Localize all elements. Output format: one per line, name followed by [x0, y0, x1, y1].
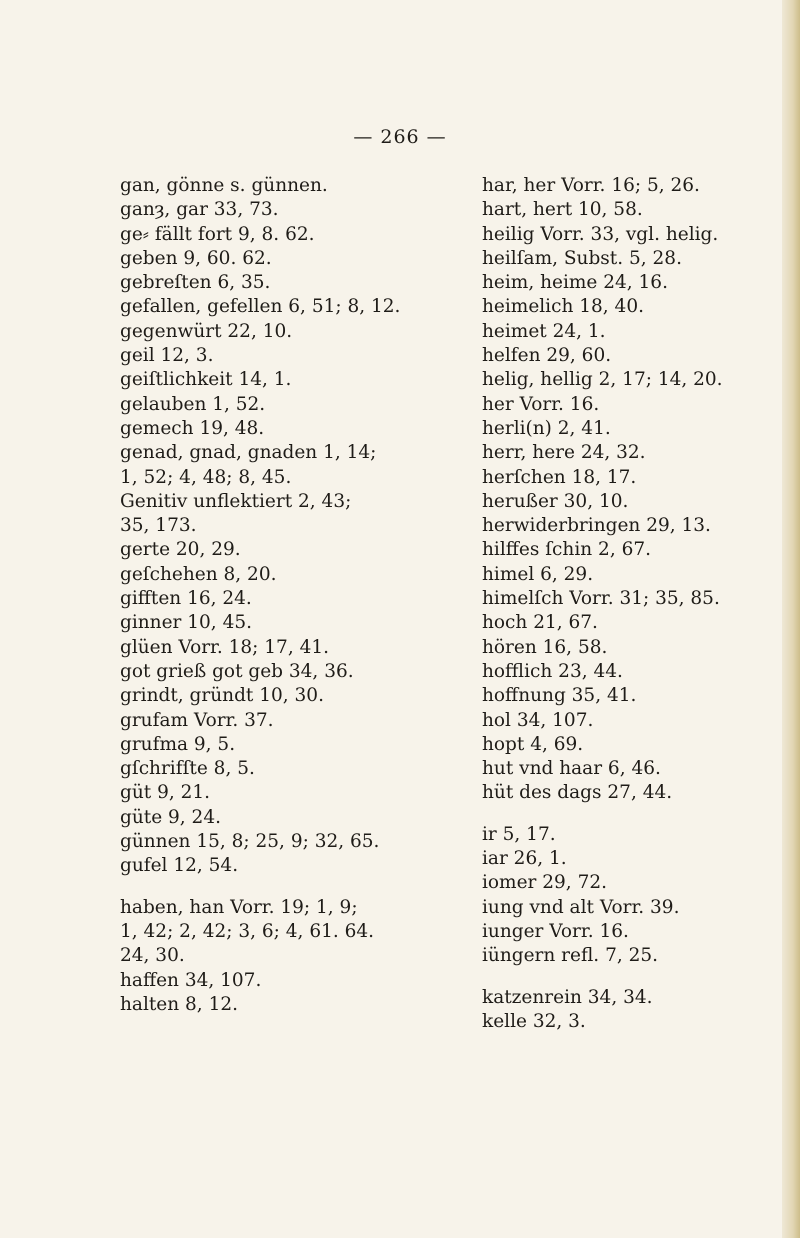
index-entry: glüen Vorr. 18; 17, 41. — [120, 636, 330, 658]
index-entry: gebreſten 6, 35. — [120, 272, 271, 294]
index-entry: helfen 29, 60. — [482, 345, 612, 367]
index-entry: haben, han Vorr. 19; 1, 9; — [120, 896, 358, 918]
index-entry: heimelich 18, 40. — [482, 296, 644, 318]
index-entry: hüt des dags 27, 44. — [482, 782, 673, 804]
index-entry: haffen 34, 107. — [120, 969, 262, 991]
index-entry: genad, gnad, gnaden 1, 14; — [120, 442, 377, 464]
index-entry: katzenrein 34, 34. — [482, 986, 653, 1008]
index-entry: got grieß got geb 34, 36. — [120, 660, 354, 682]
index-entry: ginner 10, 45. — [120, 612, 252, 634]
index-entry: hol 34, 107. — [482, 709, 594, 731]
index-entry: herr, here 24, 32. — [482, 442, 646, 464]
index-entry: gan, gönne s. günnen. — [120, 175, 328, 196]
index-entry: gefallen, gefellen 6, 51; 8, 12. — [120, 296, 401, 318]
index-entry: hoch 21, 67. — [482, 612, 598, 634]
index-entry: her Vorr. 16. — [482, 393, 600, 415]
index-entry: gifften 16, 24. — [120, 588, 252, 610]
page-number-header: — 266 — — [353, 126, 447, 148]
index-column-left — [120, 174, 450, 1017]
index-entry: heilig Vorr. 33, vgl. helig. — [482, 223, 719, 245]
index-entry: herſchen 18, 17. — [482, 466, 637, 488]
index-entry: hören 16, 58. — [482, 636, 608, 658]
index-entry: günnen 15, 8; 25, 9; 32, 65. — [120, 831, 380, 853]
index-entry: geſchehen 8, 20. — [120, 563, 277, 585]
index-entry: kelle 32, 3. — [482, 1010, 586, 1032]
index-entry: iunger Vorr. 16. — [482, 920, 629, 942]
index-entry: gufel 12, 54. — [120, 855, 239, 877]
index-entry: hut vnd haar 6, 46. — [482, 758, 661, 780]
index-entry: herwiderbringen 29, 13. — [482, 515, 711, 537]
index-entry: hilffes ſchin 2, 67. — [482, 539, 652, 561]
index-entry: 1, 52; 4, 48; 8, 45. — [120, 466, 292, 488]
index-entry: geil 12, 3. — [120, 345, 214, 367]
index-entry: ge⸗ fällt fort 9, 8. 62. — [120, 223, 315, 245]
index-entry: geiſtlichkeit 14, 1. — [120, 369, 292, 391]
index-entry: hofflich 23, 44. — [482, 660, 623, 682]
index-entry: grufma 9, 5. — [120, 733, 236, 755]
index-entry: himel 6, 29. — [482, 563, 594, 585]
index-entry: halten 8, 12. — [120, 993, 238, 1015]
index-entry: grufam Vorr. 37. — [120, 709, 274, 731]
index-entry: har, her Vorr. 16; 5, 26. — [482, 175, 700, 196]
index-entry: grindt, gründt 10, 30. — [120, 685, 324, 707]
index-entry: hart, hert 10, 58. — [482, 199, 643, 221]
index-entry: herußer 30, 10. — [482, 490, 629, 512]
index-entry: heilſam, Subst. 5, 28. — [482, 247, 682, 269]
index-entry: iung vnd alt Vorr. 39. — [482, 896, 680, 918]
index-entry: gſchrifſte 8, 5. — [120, 758, 255, 780]
index-entry: heimet 24, 1. — [482, 320, 606, 342]
index-entry: gegenwürt 22, 10. — [120, 320, 293, 342]
index-entry: herli(n) 2, 41. — [482, 417, 611, 439]
index-entry: gerte 20, 29. — [120, 539, 241, 561]
index-entry: güt 9, 21. — [120, 782, 211, 804]
index-entry: himelſch Vorr. 31; 35, 85. — [482, 588, 720, 610]
index-entry: ganȝ, gar 33, 73. — [120, 199, 279, 221]
page-edge-shadow — [782, 0, 800, 1238]
index-entry: heim, heime 24, 16. — [482, 272, 668, 294]
index-entry: iomer 29, 72. — [482, 872, 607, 894]
index-entry: hopt 4, 69. — [482, 733, 584, 755]
index-entry: iar 26, 1. — [482, 848, 567, 870]
index-entry: 35, 173. — [120, 515, 197, 537]
index-column-right — [482, 174, 782, 1034]
index-entry: iüngern refl. 7, 25. — [482, 945, 659, 967]
index-entry: gelauben 1, 52. — [120, 393, 266, 415]
index-entry: geben 9, 60. 62. — [120, 247, 272, 269]
index-entry: ir 5, 17. — [482, 823, 556, 845]
index-entry: Genitiv unflektiert 2, 43; — [120, 490, 352, 512]
index-entry: 24, 30. — [120, 945, 185, 967]
index-entry: helig, hellig 2, 17; 14, 20. — [482, 369, 723, 391]
index-entry: 1, 42; 2, 42; 3, 6; 4, 61. 64. — [120, 920, 375, 942]
index-entry: hoffnung 35, 41. — [482, 685, 637, 707]
index-entry: gemech 19, 48. — [120, 417, 265, 439]
index-entry: güte 9, 24. — [120, 806, 221, 828]
